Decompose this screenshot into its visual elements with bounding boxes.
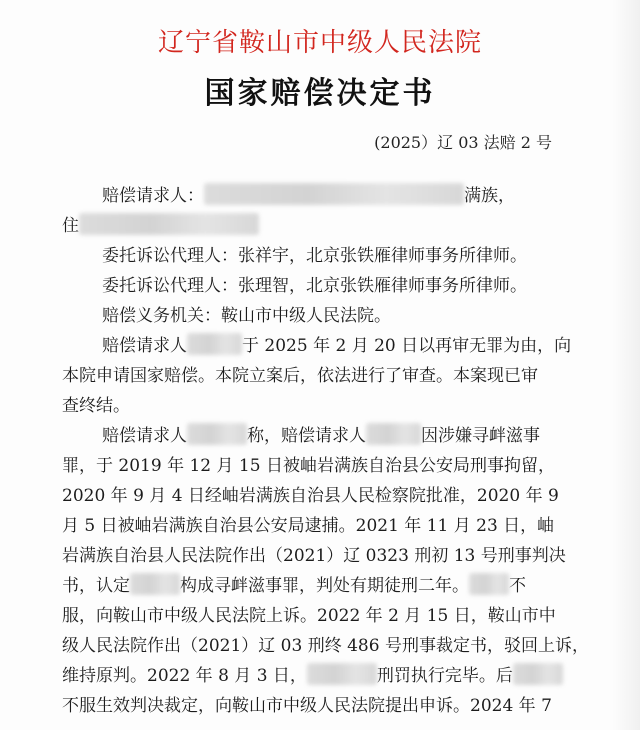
parties-section [62,181,580,331]
paragraph-2-line-1 [62,421,580,451]
address-line [62,211,580,241]
text-fragment: 因涉嫌寻衅滋事 [421,426,540,446]
redacted-claimant-info [204,183,464,205]
paragraph-2-line-2: 罪，于 2019 年 12 月 15 日被岫岩满族自治县公安局刑事拘留， [62,456,555,476]
redacted-name [130,573,180,595]
text-fragment: 称，赔偿请求人 [247,426,366,446]
claimant-label: 赔偿请求人： [102,186,204,206]
page-edge-shadow [612,0,640,730]
document-title: 国家赔偿决定书 [204,76,436,111]
text-fragment: 赔偿请求人 [102,426,187,446]
text-fragment: 刑罚执行完毕。后 [376,666,513,686]
redacted-address [79,213,259,235]
redacted-name [513,663,563,685]
agent-line-1: 委托诉讼代理人：张祥宇，北京张铁雁律师事务所律师。 [102,246,527,266]
paragraph-2 [62,421,589,721]
court-name: 辽宁省鞍山市中级人民法院 [157,28,482,58]
redacted-name [187,333,242,355]
paragraph-1 [62,331,580,421]
agent-line-2: 委托诉讼代理人：张理智，北京张铁雁律师事务所律师。 [102,276,527,296]
paragraph-1-line-3: 查终结。 [62,396,130,416]
redacted-name [187,423,247,445]
text-fragment: 维持原判。2022 年 8 月 3 日， [62,666,307,686]
text-fragment: 书，认定 [62,576,130,596]
text-fragment: 构成寻衅滋事罪，判处有期徒刑二年。 [180,576,469,596]
obligor-line: 赔偿义务机关：鞍山市中级人民法院。 [102,306,391,326]
paragraph-2-line-6 [62,571,580,601]
paragraph-2-line-9 [62,661,580,691]
claimant-line [62,181,580,211]
address-prefix: 住 [62,216,79,236]
text-fragment: 赔偿请求人 [102,336,187,356]
paragraph-2-line-10: 不服生效判决裁定，向鞍山市中级人民法院提出申诉。2024 年 7 [62,696,552,716]
paragraph-2-line-7: 服，向鞍山市中级人民法院上诉。2022 年 2 月 15 日，鞍山市中 [62,606,556,626]
paragraph-2-line-5: 岩满族自治县人民法院作出（2021）辽 0323 刑初 13 号刑事判决 [62,546,566,566]
paragraph-2-line-3: 2020 年 9 月 4 日经岫岩满族自治县人民检察院批准，2020 年 9 [62,486,559,506]
paragraph-1-line-1 [62,331,580,361]
paragraph-2-line-4: 月 5 日被岫岩满族自治县公安局逮捕。2021 年 11 月 23 日，岫 [62,516,555,536]
text-fragment: 不 [509,576,526,596]
redacted-name [307,663,377,685]
text-fragment: 于 2025 年 2 月 20 日以再审无罪为由，向 [242,336,572,356]
redacted-name [366,423,421,445]
paragraph-1-line-2: 本院申请国家赔偿。本院立案后，依法进行了审查。本案现已审 [62,366,538,386]
case-number: (2025）辽 03 法赔 2 号 [374,133,552,152]
paragraph-2-line-8: 级人民法院作出（2021）辽 03 刑终 486 号刑事裁定书，驳回上诉， [62,636,589,656]
claimant-suffix: 满族， [464,186,515,206]
redacted-name [469,573,509,595]
